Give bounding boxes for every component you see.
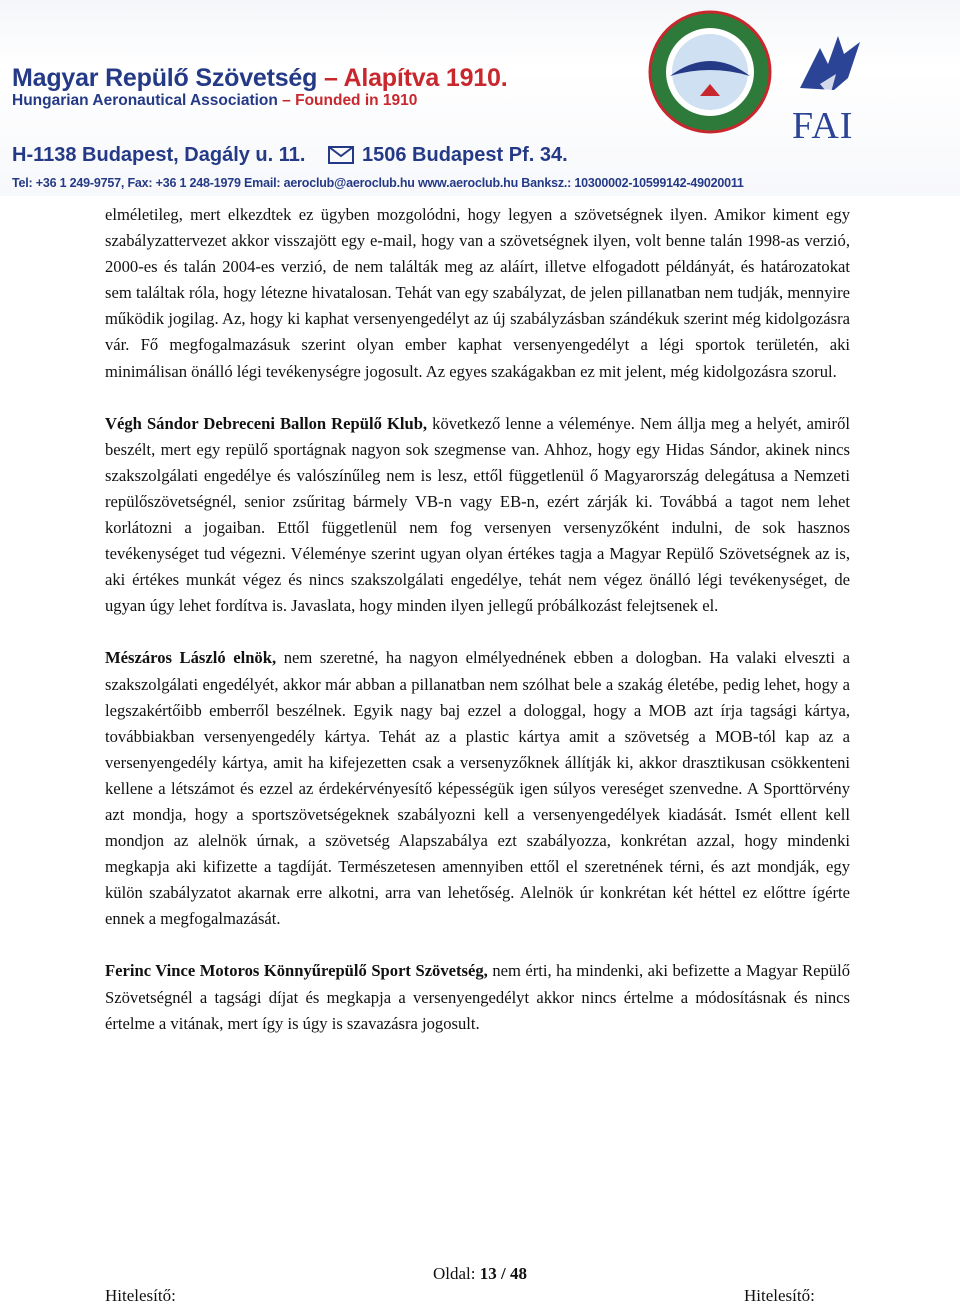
paragraph-text: nem szeretné, ha nagyon elmélyednének ebben a dologban. Ha valaki elveszti a szakszolgálati engedélyét, akkor már abban a pillanatban nem szólhat bele a szakág életébe, pedig lehet, hogy a legszakértőibb emberről beszélnek. Egyik nagy baj ezzel a dologgal, hogy a MOB azt írja tagsági kártya, továbbiakban versenyengedély kártya. Tehát az a plastic kártya amit a szövetség a MOB-tól kap az a versenyengedély kártya, amit ha kifejezetten csak a versenyzőknek állítják ki, akkor drasztikusan csökkenteni kellene a létszámot és ezzel az érdekérvényesítő képességük igen súlyos vereséget szenvedne. A Sporttörvény azt mondja, hogy a sportszövetségeknek szabályozni kell a versenyengedélyek kiadását. Ismét ellent kell mondjon az alelnök úrnak, a szövetség Alapszabálya ezt szabályozza, konkrétan azzal, hogy mindenki megkapja aki kifizette a tagdíját. Természetesen amennyiben ettől el szeretnének térni, és azt mondják, egy külön szabályzatot akarnak erre alkotni, arra van lehetőség. Alelnök úr konkrétan két héttel ez előttre ígérte ennek a megfogalmazását. [105,648,850,929]
document-body [105,202,850,1063]
page-separator: / [501,1264,506,1283]
paragraph-1: elméletileg, mert elkezdtek ez ügyben mozgolódni, hogy legyen a szövetségnek ilyen. Amikor kiment egy szabályzattervezet akkor visszajött egy e-mail, hogy van a szövetségnek ilyen, volt benne talán 1998-as verzió, 2000-es és talán 2004-es verzió, de nem találták meg az aláírt, illetve elfogadott példányát, és határozatokat sem találtak róla, hogy létezne hivatalosan. Tehát van egy szabályzat, de jelen pillanatban nem tudják, mennyire működik jogilag. Az, hogy ki kaphat versenyengedélyt az új szabályzásban szándékuk szerint még kidolgozásra vár. Fő megfogalmazásuk szerint olyan ember kaphat versenyengedélyt a légi sportok területén, aki minimálisan önálló légi tevékenységre jogosult. Az egyes szakágakban ez mit jelent, még kidolgozásra szorul. [105,205,850,381]
page-number [0,1264,960,1284]
page-label: Oldal: [433,1264,476,1283]
founded-text: – Alapítva 1910. [323,64,508,92]
org-name-en: Hungarian Aeronautical Association – Founded in 1910 [12,92,418,109]
speaker-name: Mészáros László elnök, [105,648,277,668]
paragraph-4 [105,958,850,1036]
paragraph-text: következő lenne a véleménye. Nem állja meg a helyét, amiről beszélt, mert egy repülő sportágnak nagyon sok szegmense van. Ahhoz, hogy egy Hidas Sándor, akinek nincs szakszolgálati engedélye és valószínűleg nem is lesz, ettől függetlenül ő Magyarország delegátusa a Nemzeti repülőszövetségnél, senior zsűritag bármely VB-n vagy EB-n, ezért zárják ki. Továbbá a tagot nem lehet korlátozni a jogaiban. Ettől függetlenül nem fog versenyen versenyzőként indulni, de sok hasznos tevékenységet tud végezni. Véleménye szerint ugyan olyan értékes tagja a Magyar Repülő Szövetségnek az is, aki értékes munkát végez és nincs szakszolgálati engedélye, tehát nem végez önálló légi tevékenységet, de ugyan úgy lehet fordítva is. Javaslata, hogy minden ilyen jellegű próbálkozást felejtsenek el. [105,413,850,616]
envelope-icon [328,146,354,164]
page-current: 13 [479,1264,497,1283]
authenticator-left: Hitelesítő: [105,1286,176,1305]
paragraph-2 [105,411,850,620]
postbox-address: 1506 Budapest Pf. 34. [362,144,568,166]
paragraph-text: nem érti, ha mindenki, aki befizette a Magyar Repülő Szövetségnél a tagsági díjat és megkapja a versenyengedélyt akkor nincs értelme a módosításnak és nincs értelme a vitának, mert így is úgy is szavazásra jogosult. [105,961,850,1033]
association-emblem-icon [640,6,780,138]
contact-line: Tel: +36 1 249-9757, Fax: +36 1 248-1979 Email: aeroclub@aeroclub.hu www.aeroclub.hu Banksz.: 10300002-10599142-49020011 [12,176,744,190]
org-name: Magyar Repülő Szövetség – Alapítva 1910. [12,64,508,92]
page-total: 48 [509,1264,527,1283]
fai-label: FAI [792,105,854,147]
paragraph-3 [105,645,850,932]
authenticator-right: Hitelesítő: [744,1286,815,1305]
speaker-name: Végh Sándor Debreceni Ballon Repülő Klub, [105,413,428,433]
street-address: H-1138 Budapest, Dagály u. 11. [12,144,306,166]
letterhead [0,0,960,196]
speaker-name: Ferinc Vince Motoros Könnyűrepülő Sport Szövetség, [105,961,488,981]
founded-text-en: – Founded in 1910 [282,92,418,109]
